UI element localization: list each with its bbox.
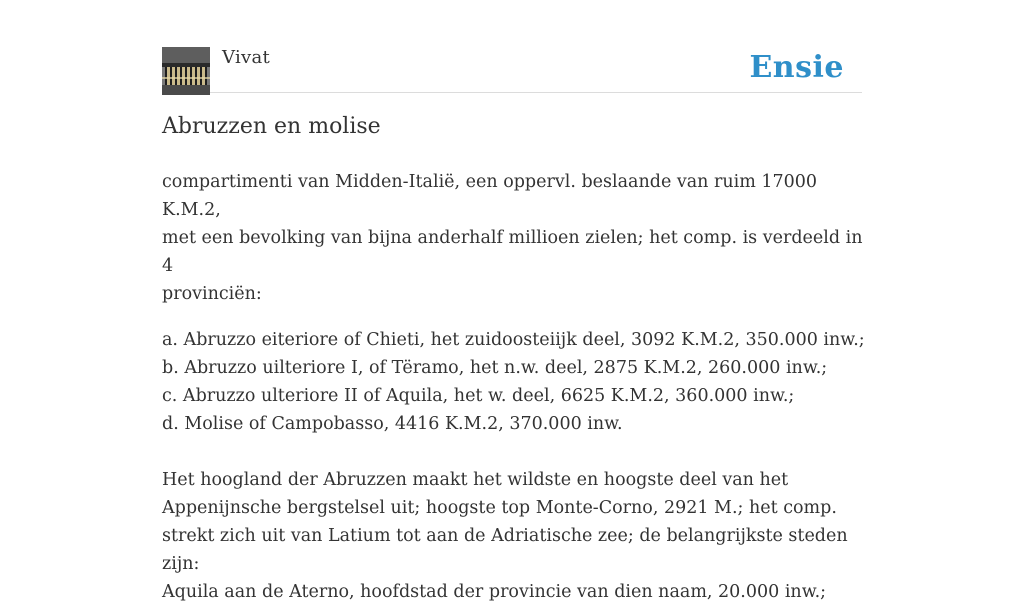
page-title: Abruzzen en molise (162, 114, 381, 139)
body-paragraph (162, 466, 872, 606)
list-item: b. Abruzzo uilteriore I, of Tëramo, het n.w. deel, 2875 K.M.2, 260.000 inw.; (162, 358, 828, 378)
book-spines-avatar-icon (162, 47, 210, 95)
list-item: a. Abruzzo eiteriore of Chieti, het zuidoosteiijk deel, 3092 K.M.2, 350.000 inw.; (162, 330, 865, 350)
text-line: Appenijnsche bergstelsel uit; hoogste top Monte-Corno, 2921 M.; het comp. (162, 498, 837, 518)
list-item: d. Molise of Campobasso, 4416 K.M.2, 370.000 inw. (162, 414, 623, 434)
list-item: c. Abruzzo ulteriore II of Aquila, het w. deel, 6625 K.M.2, 360.000 inw.; (162, 386, 795, 406)
text-line: met een bevolking van bijna anderhalf millioen zielen; het comp. is verdeeld in 4 (162, 228, 863, 276)
intro-paragraph (162, 168, 872, 308)
text-line: strekt zich uit van Latium tot aan de Adriatische zee; de belangrijkste steden zijn: (162, 526, 848, 574)
brand-logo[interactable]: Ensie (749, 50, 844, 85)
text-line: Aquila aan de Aterno, hoofdstad der provincie van dien naam, 20.000 inw.; (162, 582, 827, 602)
text-line: provinciën: (162, 284, 262, 304)
text-line: Het hoogland der Abruzzen maakt het wildste en hoogste deel van het (162, 470, 789, 490)
avatar[interactable] (162, 47, 210, 95)
header (162, 46, 862, 93)
text-line: compartimenti van Midden-Italië, een oppervl. beslaande van ruim 17000 K.M.2, (162, 172, 818, 220)
article-body (162, 168, 872, 606)
province-list (162, 326, 872, 438)
paragraph-spacer (162, 438, 872, 466)
author-name[interactable]: Vivat (222, 47, 271, 68)
